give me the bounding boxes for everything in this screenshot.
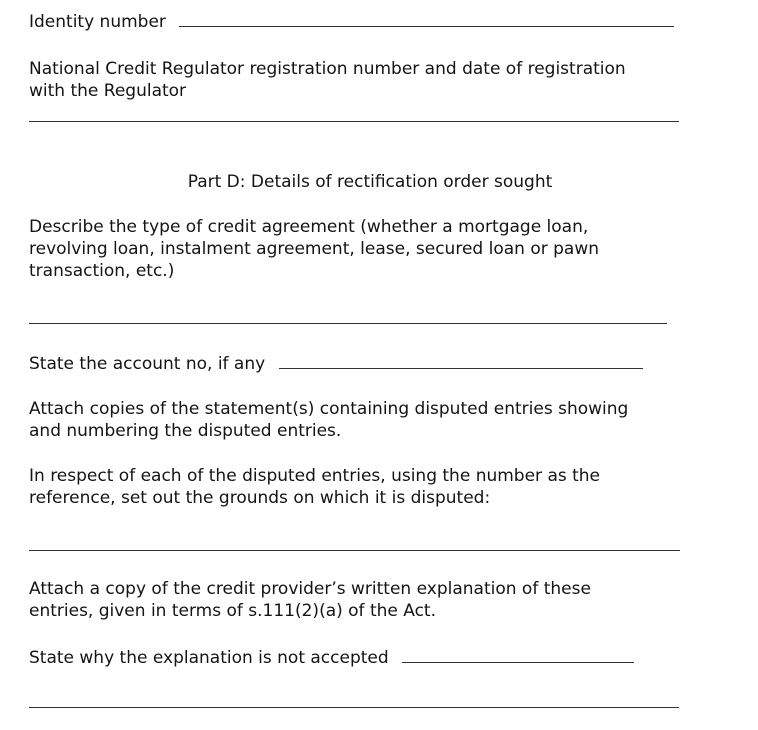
account-no-row — [29, 352, 643, 375]
credit-agreement-label-line3: transaction, etc.) — [29, 261, 175, 281]
attach-statements-line2: and numbering the disputed entries. — [29, 421, 342, 441]
ncr-registration-label-line1: National Credit Regulator registration number and date of registration — [29, 59, 626, 79]
disputed-entries-line2: reference, set out the grounds on which it is disputed: — [29, 488, 491, 508]
credit-agreement-label-line2: revolving loan, instalment agreement, lease, secured loan or pawn — [29, 239, 599, 259]
disputed-entries-grounds-field[interactable] — [29, 550, 680, 551]
explanation-not-accepted-field[interactable] — [402, 646, 634, 663]
attach-explanation-line2: entries, given in terms of s.111(2)(a) of the Act. — [29, 601, 436, 621]
credit-agreement-field[interactable] — [29, 323, 667, 324]
identity-number-field[interactable] — [179, 10, 674, 27]
credit-agreement-label-line1: Describe the type of credit agreement (whether a mortgage loan, — [29, 217, 589, 237]
ncr-registration-field[interactable] — [29, 121, 679, 122]
identity-number-label: Identity number — [29, 12, 166, 32]
explanation-not-accepted-label: State why the explanation is not accepted — [29, 648, 389, 668]
attach-statements-line1: Attach copies of the statement(s) containing disputed entries showing — [29, 399, 629, 419]
part-d-heading: Part D: Details of rectification order sought — [187, 172, 553, 192]
account-no-label: State the account no, if any — [29, 354, 266, 374]
identity-number-row — [29, 10, 674, 33]
ncr-registration-label-line2: with the Regulator — [29, 81, 187, 101]
attach-explanation-line1: Attach a copy of the credit provider’s written explanation of these — [29, 579, 591, 599]
disputed-entries-line1: In respect of each of the disputed entries, using the number as the — [29, 466, 601, 486]
explanation-not-accepted-row — [29, 646, 634, 669]
explanation-not-accepted-field-line2[interactable] — [29, 707, 679, 708]
account-no-field[interactable] — [279, 352, 643, 369]
